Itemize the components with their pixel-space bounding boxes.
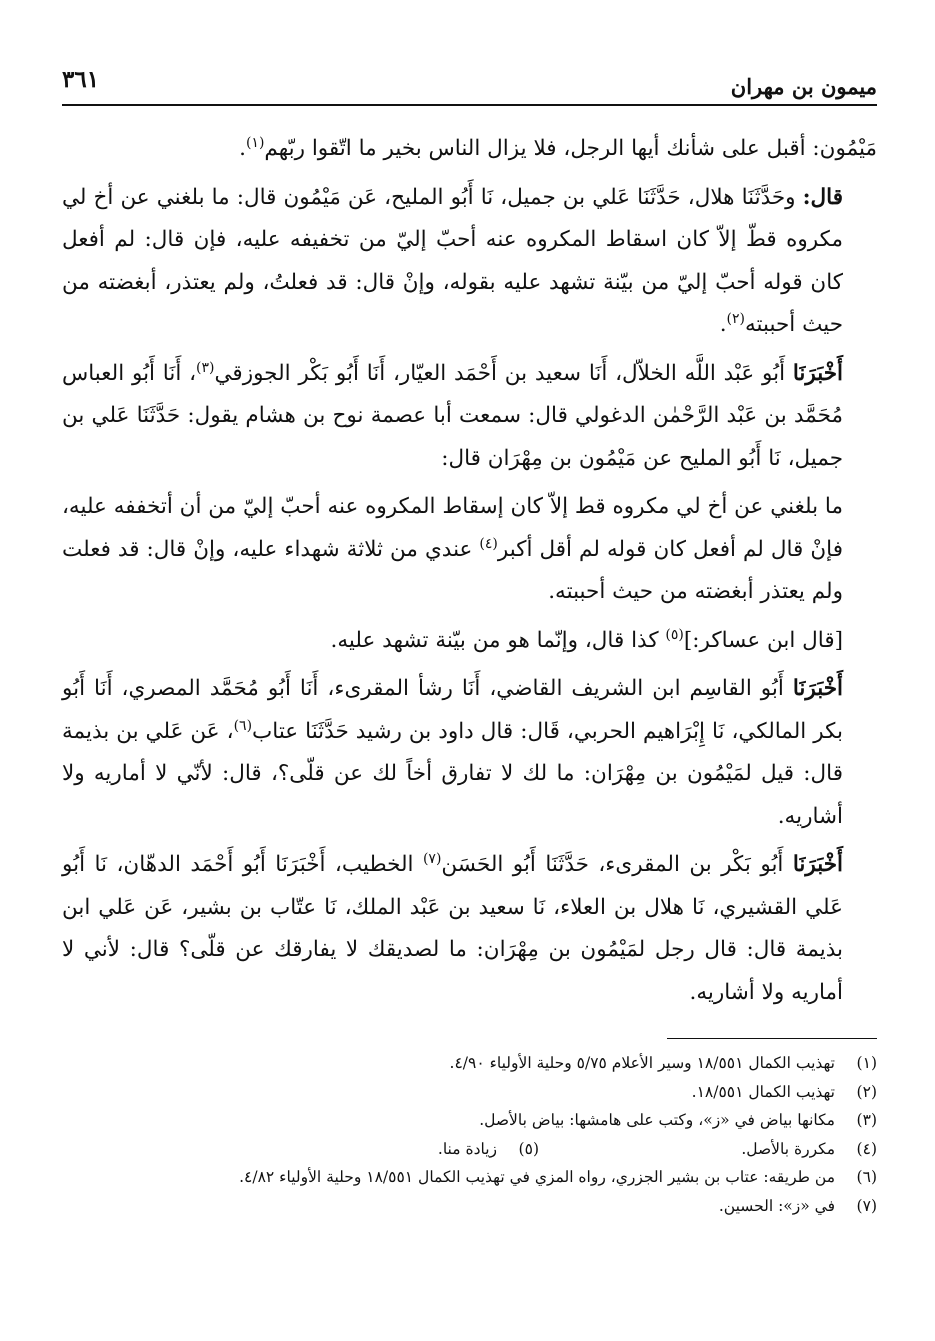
- main-text: [62, 128, 877, 1014]
- footnote-number: (١): [856, 1054, 877, 1072]
- paragraph: [62, 668, 877, 838]
- footnote-ref: (٢): [726, 310, 746, 327]
- paragraph: [62, 128, 877, 171]
- paragraph-tail: ، أَنَا أَبُو العباس مُحَمَّد بن عَبْد الرَّحْمٰن الدغولي قال: سمعت أبا عصمة نوح بن هشام يقول: حَدَّثَنَا عَلي بن جميل، نَا أَبُو المليح عن مَيْمُون بن مِهْرَان قال:: [62, 360, 843, 471]
- paragraph: [62, 620, 877, 663]
- paragraph-tail: الخطيب، أَخْبَرَنَا أَبُو أَحْمَد الدهّان، نَا أَبُو عَلي القشيري، نَا هلال بن العلاء، نَا سعيد بن عَبْد الملك، نَا عتّاب بن بشير، عَن عَلي ابن بذيمة قال: قال رجل لمَيْمُون بن مِهْرَان: ما لصديقك لا يفارقك عن قلّى؟ قال: لأني لا أماريه ولا أشاريه.: [62, 852, 843, 1005]
- paragraph-tail: عندي من ثلاثة شهداء عليه، وإنْ قال: قد فعلت ولم يعتذر أبغضته من حيث أحببته.: [62, 536, 843, 604]
- footnote-text: من طريقه: عتاب بن بشير الجزري، رواه المزي في تهذيب الكمال ١٨/٥٥١ وحلية الأولياء ٤/٨٢.: [239, 1168, 835, 1186]
- paragraph-lead: أَخْبَرَنَا: [792, 676, 843, 701]
- footnote-ref: (٣): [196, 359, 215, 376]
- footnote-divider: [667, 1038, 877, 1039]
- paragraph: [62, 486, 877, 614]
- footnote: [62, 1163, 877, 1192]
- paragraph-tail: .: [239, 136, 246, 161]
- footnote: [62, 1078, 877, 1107]
- paragraph-tail: ، عَن عَلي بن بذيمة قال: قيل لمَيْمُون بن مِهْرَان: ما لك لا تفارق أخاً لك عن قلّى؟، قال: لأنّي لا أماريه ولا أشاريه.: [62, 718, 843, 829]
- footnote-number: (٦): [856, 1168, 877, 1186]
- paragraph: [62, 844, 877, 1014]
- page-number: ٣٦١: [62, 66, 100, 93]
- footnote-text: تهذيب الكمال ١٨/٥٥١ وسير الأعلام ٥/٧٥ وحلية الأولياء ٤/٩٠.: [449, 1054, 835, 1072]
- paragraph-text: أَبُو القاسِم ابن الشريف القاضي، أَنَا رشأ المقرىء، أَنَا أَبُو مُحَمَّد المصري، أَنَا أَبُو بكر المالكي، نَا إِبْرَاهيم الحربي، قَال: قال داود بن رشيد حَدَّثَنَا عتاب: [62, 676, 843, 744]
- footnote: [62, 1192, 877, 1221]
- footnote-text: في «ز»: الحسين.: [718, 1196, 835, 1215]
- paragraph-text: [قال ابن عساكر:]: [683, 627, 843, 653]
- paragraph-text: وحَدَّثَنَا هلال، حَدَّثَنَا عَلي بن جميل، نَا أَبُو المليح، عَن مَيْمُون قال: ما بلغني عن أخ لي مكروه قطّ إلاّ كان اسقاط المكروه عنه أحبّ إليّ من تخفيفه عليه، فإن قال: لم أفعل كان قوله أحبّ إليّ من بيّنة تشهد عليه بقوله، وإنْ قال: قد فعلتُ، ولم يعتذر، أبغضته من حيث أحببته: [62, 184, 843, 337]
- footnote-ref: (٥): [665, 626, 684, 643]
- footnote-number: (٤): [856, 1139, 877, 1158]
- footnote-ref: (١): [245, 134, 265, 151]
- footnote-text: زيادة منا.: [437, 1139, 497, 1158]
- paragraph-tail: .: [719, 312, 727, 337]
- footnote-number: (٢): [856, 1082, 877, 1101]
- footnote: [62, 1135, 877, 1164]
- footnote: [62, 1106, 877, 1135]
- paragraph-text: مَيْمُون: أقبل على شأنك أيها الرجل، فلا يزال الناس بخير ما اتّقوا ربّهم: [264, 136, 877, 161]
- paragraph: [62, 353, 877, 481]
- footnote-ref: (٤): [479, 535, 498, 552]
- footnote: [62, 1049, 877, 1078]
- running-title: ميمون بن مهران: [730, 74, 877, 99]
- footnote-number: (٥): [518, 1139, 539, 1158]
- page-header: [62, 52, 877, 106]
- footnote-number: (٣): [856, 1111, 877, 1129]
- paragraph-text: ما بلغني عن أخ لي مكروه قط إلاّ كان إسقاط المكروه عنه أحبّ إليّ من أن أتخففه عليه، فإنْ قال لم أفعل كان قوله لم أقل أكبر: [61, 494, 843, 562]
- paragraph-lead: أَخْبَرَنَا: [792, 852, 844, 877]
- footnote-text: تهذيب الكمال ١٨/٥٥١.: [691, 1082, 835, 1101]
- footnote-text: مكانها بياض في «ز»، وكتب على هامشها: بياض بالأصل.: [479, 1111, 835, 1129]
- paragraph-lead: قال:: [802, 184, 843, 210]
- paragraph-tail: كذا قال، وإنّما هو من بيّنة تشهد عليه.: [330, 627, 666, 653]
- footnote-ref: (٧): [422, 850, 442, 867]
- footnotes: [62, 1038, 877, 1220]
- book-page: [62, 52, 877, 1220]
- paragraph-lead: أَخْبَرَنَا: [792, 360, 844, 386]
- paragraph-text: أَبُو عَبْد اللَّه الخلاّل، أَنَا سعيد بن أَحْمَد العيّار، أَنَا أَبُو بَكْر الجوزقي: [214, 360, 793, 386]
- footnote-text: مكررة بالأصل.: [741, 1139, 835, 1158]
- footnote-ref: (٦): [233, 717, 253, 734]
- paragraph-text: أَبُو بَكْر بن المقرىء، حَدَّثَنَا أَبُو الحَسَن: [441, 852, 793, 877]
- paragraph: [62, 177, 877, 347]
- footnote-number: (٧): [856, 1196, 877, 1215]
